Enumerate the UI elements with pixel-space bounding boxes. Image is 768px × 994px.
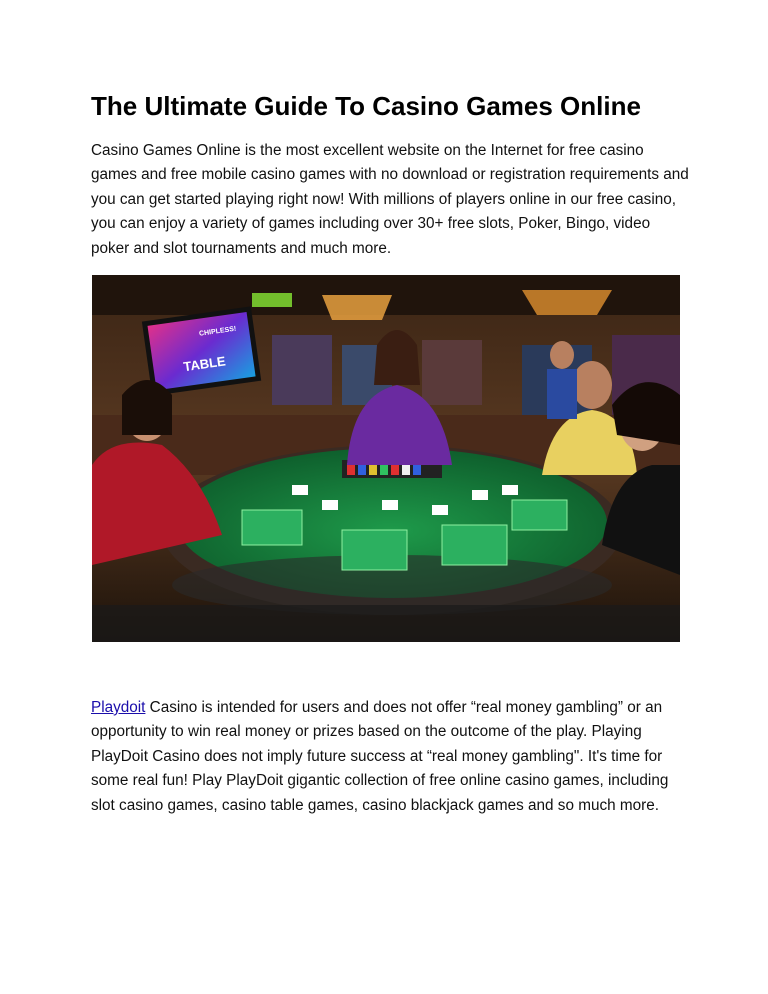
casino-table-photo	[92, 275, 680, 642]
intro-paragraph: Casino Games Online is the most excellent website on the Internet for free casino games and free mobile casino games with no download or registration requirements and you can get started playing right now! With millions of players online in our free casino, you can enjoy a variety of games including over 30+ free slots, Poker, Bingo, video poker and slot tournaments and much more.	[91, 142, 689, 257]
playdoit-link[interactable]: Playdoit	[91, 699, 146, 716]
disclaimer-paragraph	[91, 696, 691, 818]
disclaimer-text: Casino is intended for users and does not offer “real money gambling” or an opportunity to win real money or prizes based on the outcome of the play. Playing PlayDoit Casino does not imply future success at “real money gambling". It's time for some real fun! Play PlayDoit gigantic collection of free online casino games, including slot casino games, casino table games, casino blackjack games and so much more.	[91, 699, 669, 814]
screen-label: TABLE	[182, 353, 227, 375]
page-title: The Ultimate Guide To Casino Games Online	[91, 91, 641, 121]
screen-tag: CHIPLESS!	[198, 325, 237, 338]
